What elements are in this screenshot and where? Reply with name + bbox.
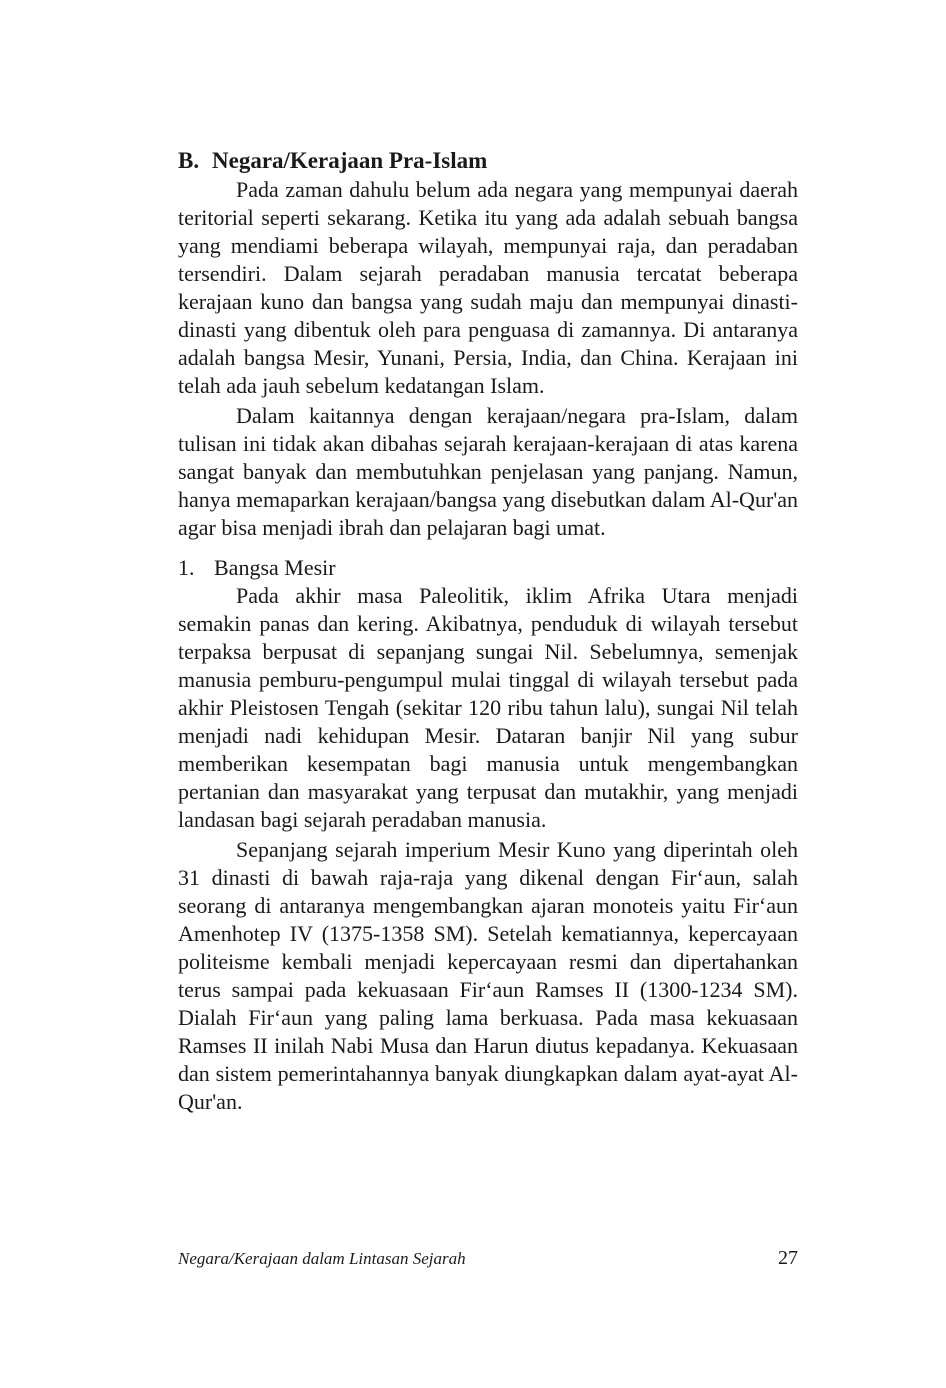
page-footer [178, 1247, 798, 1270]
section-letter: B. [178, 148, 200, 173]
running-title: Negara/Kerajaan dalam Lintasan Sejarah [178, 1249, 466, 1268]
paragraph-intro-2: Dalam kaitannya dengan kerajaan/negara pra-Islam, dalam tulisan ini tidak akan dibahas sejarah kerajaan-kerajaan di atas karena sangat banyak dan membutuhkan penjelasan yang panjang. Namun, hanya memaparkan kerajaan/bangsa yang disebutkan dalam Al-Qur'an agar bisa menjadi ibrah dan pelajaran bagi umat. [178, 403, 798, 540]
subsection-title: Bangsa Mesir [214, 555, 336, 580]
section-title: Negara/Kerajaan Pra-Islam [212, 148, 488, 173]
subsection-number: 1. [178, 555, 195, 580]
paragraph-mesir-1: Pada akhir masa Paleolitik, iklim Afrika Utara menjadi semakin panas dan kering. Akibatnya, penduduk di wilayah tersebut terpaksa berpusat di sepanjang sungai Nil. Sebelumnya, semenjak manusia pemburu-pengumpul mulai tinggal di wilayah tersebut pada akhir Pleistosen Tengah (sekitar 120 ribu tahun lalu), sungai Nil telah menjadi nadi kehidupan Mesir. Dataran banjir Nil yang subur memberikan kesempatan bagi manusia untuk mengembangkan pertanian dan masyarakat yang terpusat dan mutakhir, yang menjadi landasan bagi sejarah peradaban manusia. [178, 583, 798, 832]
section-heading [178, 146, 798, 176]
page-number: 27 [778, 1247, 798, 1269]
page-body [178, 146, 798, 1116]
paragraph-mesir-2: Sepanjang sejarah imperium Mesir Kuno yang diperintah oleh 31 dinasti di bawah raja-raja yang dikenal dengan Fir‘aun, salah seorang di antaranya mengembangkan ajaran monoteis yaitu Fir‘aun Amenhotep IV (1375-1358 SM). Setelah kematiannya, kepercayaan politeisme kembali menjadi kepercayaan resmi dan dipertahankan terus sampai pada kekuasaan Fir‘aun Ramses II (1300-1234 SM). Dialah Fir‘aun yang paling lama berkuasa. Pada masa kekuasaan Ramses II inilah Nabi Musa dan Harun diutus kepadanya. Kekuasaan dan sistem pemerintahannya banyak diungkapkan dalam ayat-ayat Al-Qur'an. [178, 837, 798, 1114]
subsection-heading [178, 554, 798, 582]
paragraph-intro-1: Pada zaman dahulu belum ada negara yang mempunyai daerah teritorial seperti sekarang. Ketika itu yang ada adalah sebuah bangsa yang mendiami beberapa wilayah, mempunyai raja, dan peradaban tersendiri. Dalam sejarah peradaban manusia tercatat beberapa kerajaan kuno dan bangsa yang sudah maju dan mempunyai dinasti-dinasti yang dibentuk oleh para penguasa di zamannya. Di antaranya adalah bangsa Mesir, Yunani, Persia, India, dan China. Kerajaan ini telah ada jauh sebelum kedatangan Islam. [178, 177, 798, 398]
